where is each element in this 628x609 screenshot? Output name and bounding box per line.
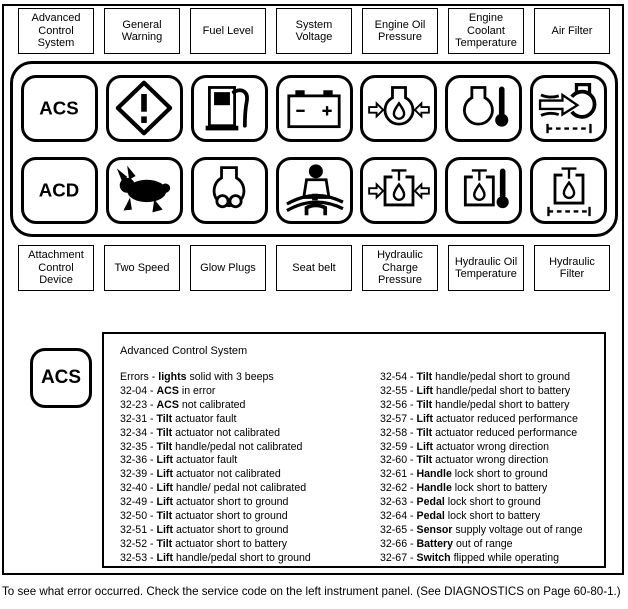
error-code-line: 32-53 - Lift handle/pedal short to ground [120,551,311,564]
error-code-line: 32-57 - Lift actuator reduced performance [380,412,578,425]
icon-art [26,80,92,136]
acs-badge-text: ACS [40,367,82,388]
hydraulic-oil-temperature-icon [445,157,522,224]
label-cell [274,245,354,291]
error-code-line: 32-56 - Tilt handle/pedal short to battery [380,398,570,411]
error-box-title: Advanced Control System [120,345,248,357]
footer-note: To see what error occurred. Check the service code on the left instrument panel. (See DIAGNOSTICS on Page 60-80-1.) [2,585,621,598]
error-code-line: 32-59 - Lift actuator wrong direction [380,440,550,453]
error-code-line: 32-66 - Battery out of range [380,537,513,550]
error-code-line: 32-50 - Tilt actuator short to ground [120,510,288,523]
label-seat-belt: Seat belt [276,245,352,291]
bottom-labels-row [10,245,618,291]
icon-art [536,80,602,136]
error-code-line: 32-65 - Sensor supply voltage out of range [380,523,583,536]
label-engine-oil-pressure: Engine Oil Pressure [362,8,438,54]
fuel-level-icon [191,75,268,142]
svg-text:ACD: ACD [39,179,80,201]
acs-icon [21,75,98,142]
error-code-line: 32-60 - Tilt actuator wrong direction [380,454,549,467]
label-cell [360,8,440,54]
error-code-line: 32-40 - Lift handle/ pedal not calibrated [120,482,307,495]
label-cell [16,8,96,54]
label-hydraulic-charge-pressure: Hydraulic Charge Pressure [362,245,438,291]
label-air-filter: Air Filter [534,8,610,54]
icon-art [26,162,92,218]
icon-art [281,162,347,218]
label-cell [188,8,268,54]
top-labels-row [10,8,618,54]
label-cell [16,245,96,291]
error-code-line: 32-34 - Tilt actuator not calibrated [120,426,280,439]
label-cell [102,245,182,291]
label-cell [446,8,526,54]
icon-art [111,162,177,218]
air-filter-icon [530,75,607,142]
icon-art [451,162,517,218]
icon-art [196,80,262,136]
label-fuel-level: Fuel Level [190,8,266,54]
error-column-left [120,371,311,566]
error-code-line: 32-58 - Tilt actuator reduced performance [380,426,578,439]
error-code-line: 32-64 - Pedal lock short to battery [380,510,541,523]
error-code-line: 32-63 - Pedal lock short to ground [380,496,541,509]
label-cell [532,8,612,54]
seat-belt-icon [276,157,353,224]
label-cell [274,8,354,54]
error-code-line: 32-54 - Tilt handle/pedal short to ground [380,371,571,383]
label-two-speed: Two Speed [104,245,180,291]
general-warning-icon [106,75,183,142]
label-cell [360,245,440,291]
icon-art [111,80,177,136]
acd-icon [21,157,98,224]
label-system-voltage: System Voltage [276,8,352,54]
icon-art [196,162,262,218]
error-code-line: 32-51 - Lift actuator short to ground [120,523,289,536]
error-code-line: 32-23 - ACS not calibrated [120,398,246,411]
instrument-icon-panel [10,61,618,237]
error-code-line: 32-49 - Lift actuator short to ground [120,496,289,509]
label-glow-plugs: Glow Plugs [190,245,266,291]
error-code-line: 32-61 - Handle lock short to ground [380,468,548,481]
label-hydraulic-filter: Hydraulic Filter [534,245,610,291]
icon-art [366,80,432,136]
system-voltage-battery-icon [276,75,353,142]
error-code-line: 32-31 - Tilt actuator fault [120,412,237,425]
label-cell [532,245,612,291]
error-code-line: 32-04 - ACS in error [120,384,216,397]
error-code-line: 32-35 - Tilt handle/pedal not calibrated [120,440,303,453]
engine-coolant-temperature-icon [445,75,522,142]
label-cell [188,245,268,291]
icon-art [536,162,602,218]
two-speed-rabbit-icon [106,157,183,224]
error-code-line: 32-52 - Tilt actuator short to battery [120,537,288,550]
icon-art [451,80,517,136]
error-code-line: 32-36 - Lift actuator fault [120,454,238,467]
hydraulic-charge-pressure-icon [360,157,437,224]
error-code-line: 32-62 - Handle lock short to battery [380,482,548,495]
label-cell [102,8,182,54]
icon-art [281,80,347,136]
error-code-line: Errors - lights solid with 3 beeps [120,371,274,383]
svg-text:ACS: ACS [39,97,80,119]
icon-art [366,162,432,218]
engine-oil-pressure-icon [360,75,437,142]
acs-error-box [102,332,606,568]
label-general-warning: General Warning [104,8,180,54]
icon-row-1 [13,75,615,142]
label-cell [446,245,526,291]
error-code-line: 32-67 - Switch flipped while operating [380,551,560,564]
label-hydraulic-oil-temperature: Hydraulic Oil Temperature [448,245,524,291]
glow-plugs-icon [191,157,268,224]
label-engine-coolant-temperature: Engine Coolant Temperature [448,8,524,54]
label-attachment-control-device: Attachment Control Device [18,245,94,291]
acs-badge [30,348,92,408]
label-advanced-control-system: Advanced Control System [18,8,94,54]
hydraulic-filter-icon [530,157,607,224]
icon-row-2 [13,157,615,224]
error-code-line: 32-39 - Lift actuator not calibrated [120,468,281,481]
error-column-right [380,371,583,566]
error-code-line: 32-55 - Lift handle/pedal short to battery [380,384,571,397]
